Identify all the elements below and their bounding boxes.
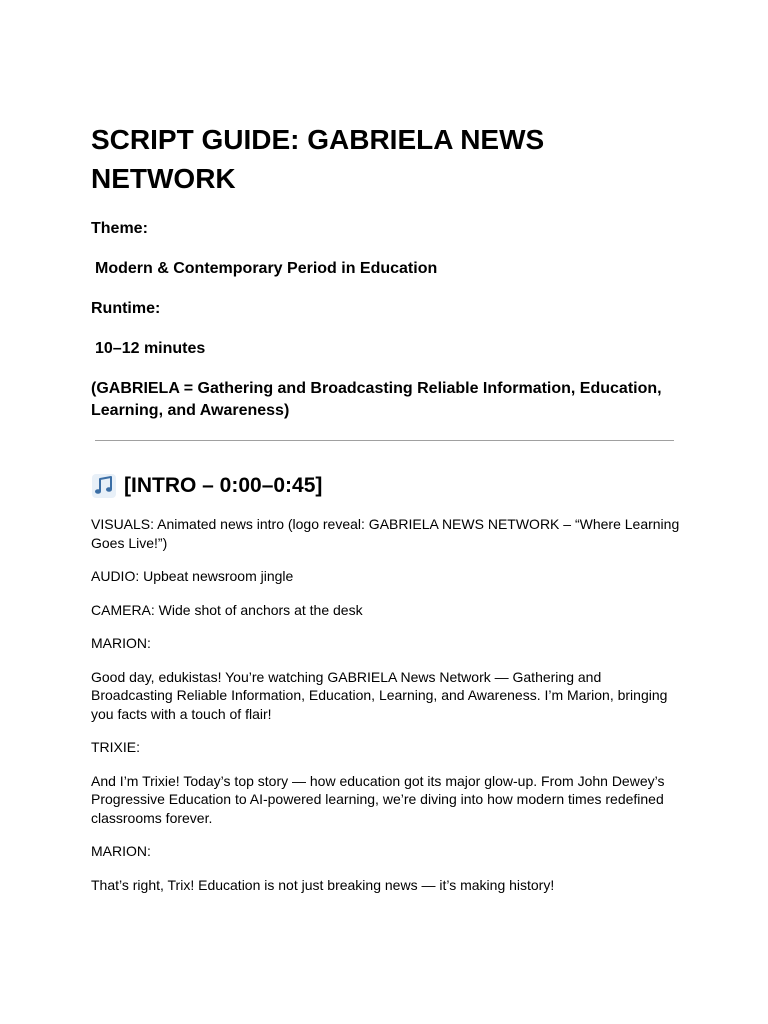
intro-heading-text: [INTRO – 0:00–0:45] <box>124 474 323 497</box>
visuals-line: VISUALS: Animated news intro (logo reveal: GABRIELA NEWS NETWORK – “Where Learning Goes Live!”) <box>91 516 680 551</box>
theme-value: Modern & Contemporary Period in Education <box>95 260 438 277</box>
dialogue-line: That’s right, Trix! Education is not just breaking news — it’s making history! <box>91 876 555 893</box>
speaker-marion: MARION: <box>91 635 151 651</box>
theme-label: Theme: <box>91 220 148 237</box>
dialogue-line: Good day, edukistas! You’re watching GABRIELA News Network — Gathering and Broadcasting Reliable Information, Education, Learning, and Awareness. I’m Marion, bringing you facts with a touch of flair! <box>91 668 668 722</box>
intro-section-heading <box>91 471 681 501</box>
runtime-value: 10–12 minutes <box>95 340 206 357</box>
document-page <box>91 120 681 909</box>
dialogue-line: And I’m Trixie! Today’s top story — how education got its major glow-up. From John Dewey’s Progressive Education to AI-powered learning, we’re diving into how modern times redefined classrooms forever. <box>91 772 665 826</box>
music-note-icon <box>91 473 117 499</box>
document-title: SCRIPT GUIDE: GABRIELA NEWS NETWORK <box>91 124 545 194</box>
speaker-marion: MARION: <box>91 843 151 859</box>
camera-line: CAMERA: Wide shot of anchors at the desk <box>91 601 363 618</box>
horizontal-divider <box>95 440 674 441</box>
acronym-note: (GABRIELA = Gathering and Broadcasting Reliable Information, Education, Learning, and Awareness) <box>91 380 662 419</box>
speaker-trixie: TRIXIE: <box>91 739 141 755</box>
audio-line: AUDIO: Upbeat newsroom jingle <box>91 568 294 584</box>
runtime-label: Runtime: <box>91 300 161 317</box>
